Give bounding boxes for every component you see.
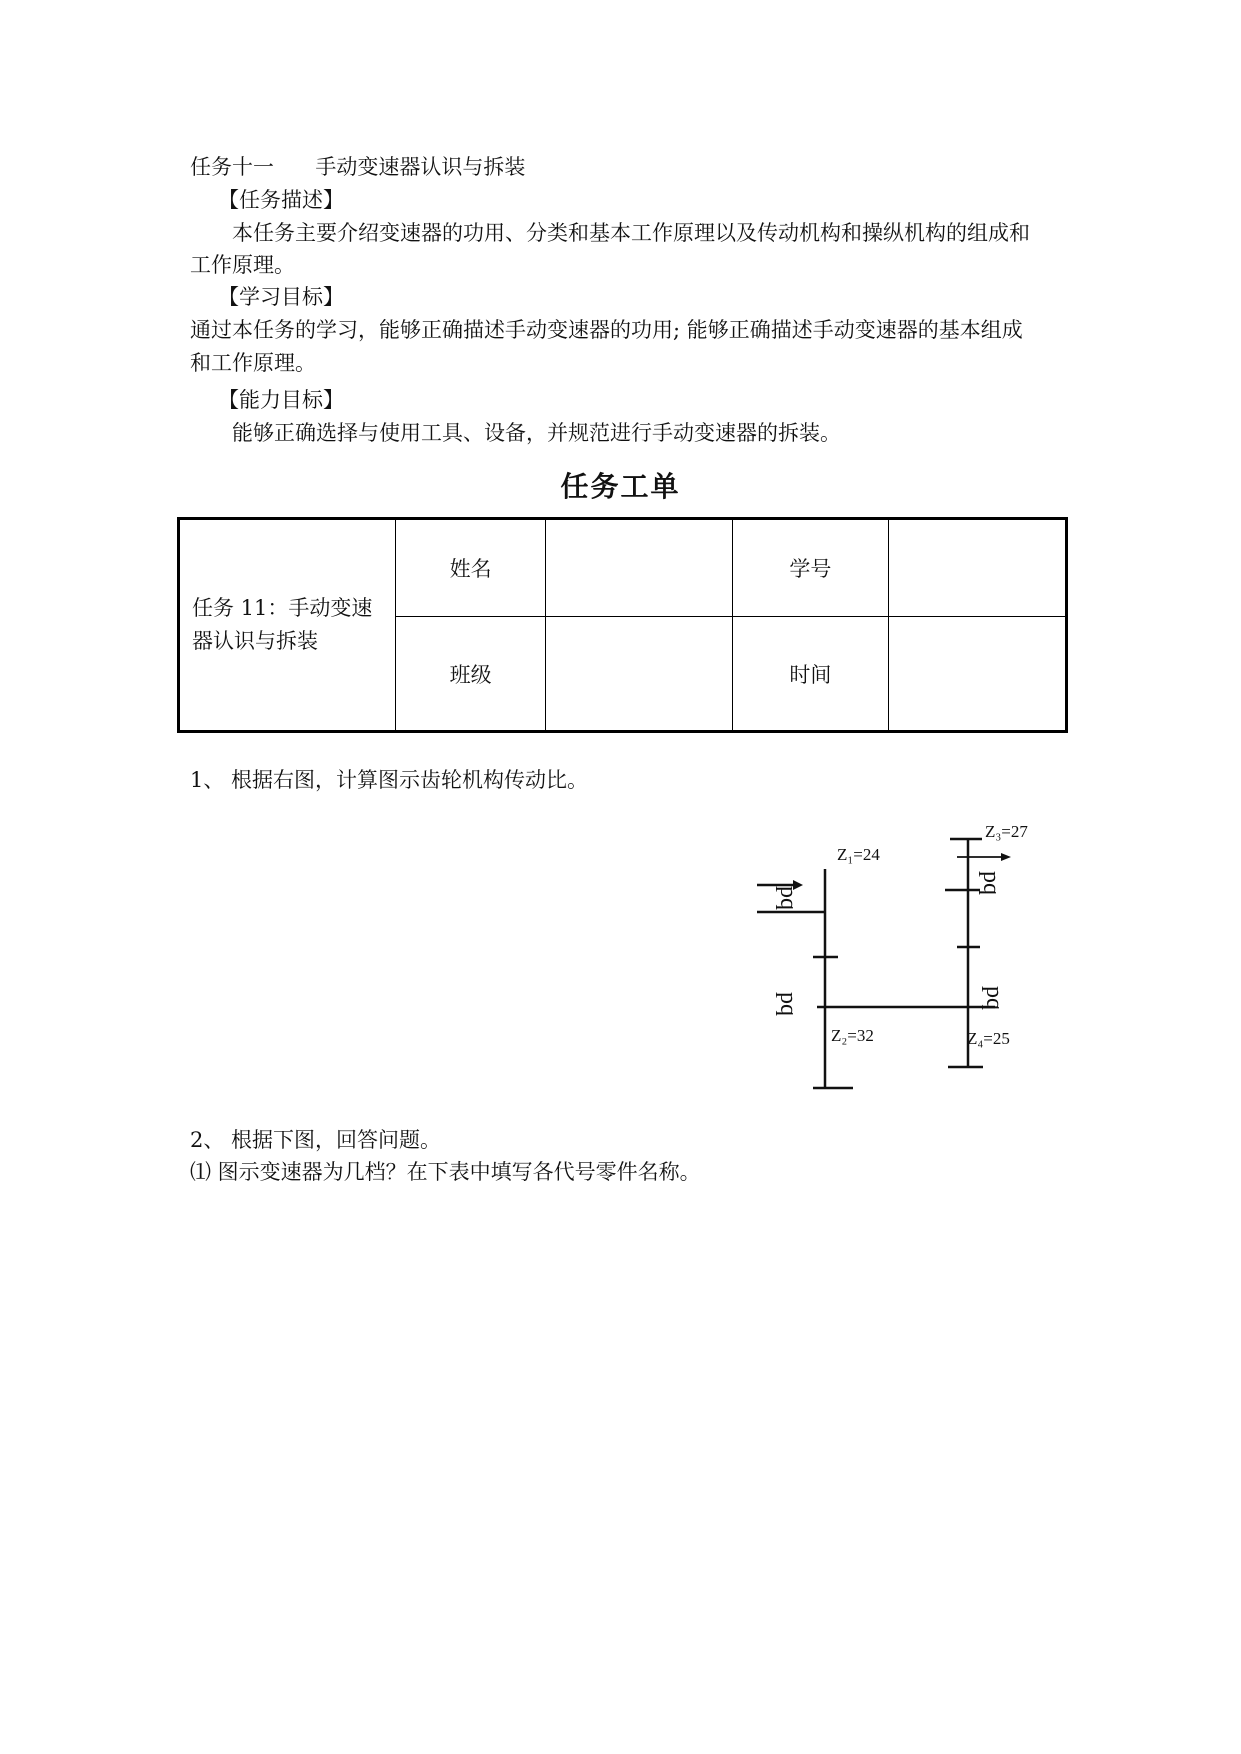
output-arrow-head: [1001, 853, 1011, 861]
gear-label-z3: Z₃=27: [985, 822, 1028, 841]
task-cell-line1: 任务 11：手动变速: [192, 596, 373, 620]
worksheet-table: [177, 517, 1068, 733]
question-1: 1、 根据右图，计算图示齿轮机构传动比。: [190, 768, 589, 792]
bearing-glyph-input: pq: [775, 886, 801, 910]
ability-goals-line1: 能够正确选择与使用工具、设备，并规范进行手动变速器的拆装。: [232, 421, 841, 445]
name-label: 姓名: [396, 519, 546, 617]
task-cell-line2: 器认识与拆装: [192, 629, 318, 653]
bearing-glyph-z2: pq: [775, 992, 801, 1016]
question-2-1: ⑴ 图示变速器为几档？在下表中填写各代号零件名称。: [190, 1160, 701, 1184]
description-line1: 本任务主要介绍变速器的功用、分类和基本工作原理以及传动机构和操纵机构的组成和: [232, 221, 1030, 245]
description-line2: 工作原理。: [190, 253, 295, 277]
student-id-label: 学号: [733, 519, 888, 617]
gear-label-z1: Z₁=24: [837, 845, 880, 864]
gear-label-z2: Z₂=32: [831, 1026, 874, 1045]
gear-diagram: [755, 822, 1065, 1092]
description-header: 【任务描述】: [218, 188, 344, 212]
learning-goals-line1: 通过本任务的学习，能够正确描述手动变速器的功用; 能够正确描述手动变速器的基本组成: [190, 318, 1023, 342]
bearing-glyph-z3: pq: [978, 871, 1004, 895]
class-label: 班级: [396, 617, 546, 732]
bearing-glyph-z4: pq: [981, 986, 1007, 1010]
time-label: 时间: [733, 617, 888, 732]
task-title: 手动变速器认识与拆装: [315, 155, 526, 179]
worksheet-title: 任务工单: [560, 470, 681, 503]
gear-label-z4: Z₄=25: [967, 1029, 1010, 1048]
question-2: 2、 根据下图，回答问题。: [190, 1128, 442, 1152]
task-cell: [179, 519, 396, 732]
student-id-field[interactable]: [888, 519, 1066, 617]
name-field[interactable]: [545, 519, 732, 617]
class-field[interactable]: [545, 617, 732, 732]
learning-goals-line2: 和工作原理。: [190, 351, 316, 375]
time-field[interactable]: [888, 617, 1066, 732]
task-heading: [190, 152, 525, 182]
task-number: 任务十一: [190, 155, 274, 179]
ability-goals-header: 【能力目标】: [218, 388, 344, 412]
learning-goals-header: 【学习目标】: [218, 285, 344, 309]
